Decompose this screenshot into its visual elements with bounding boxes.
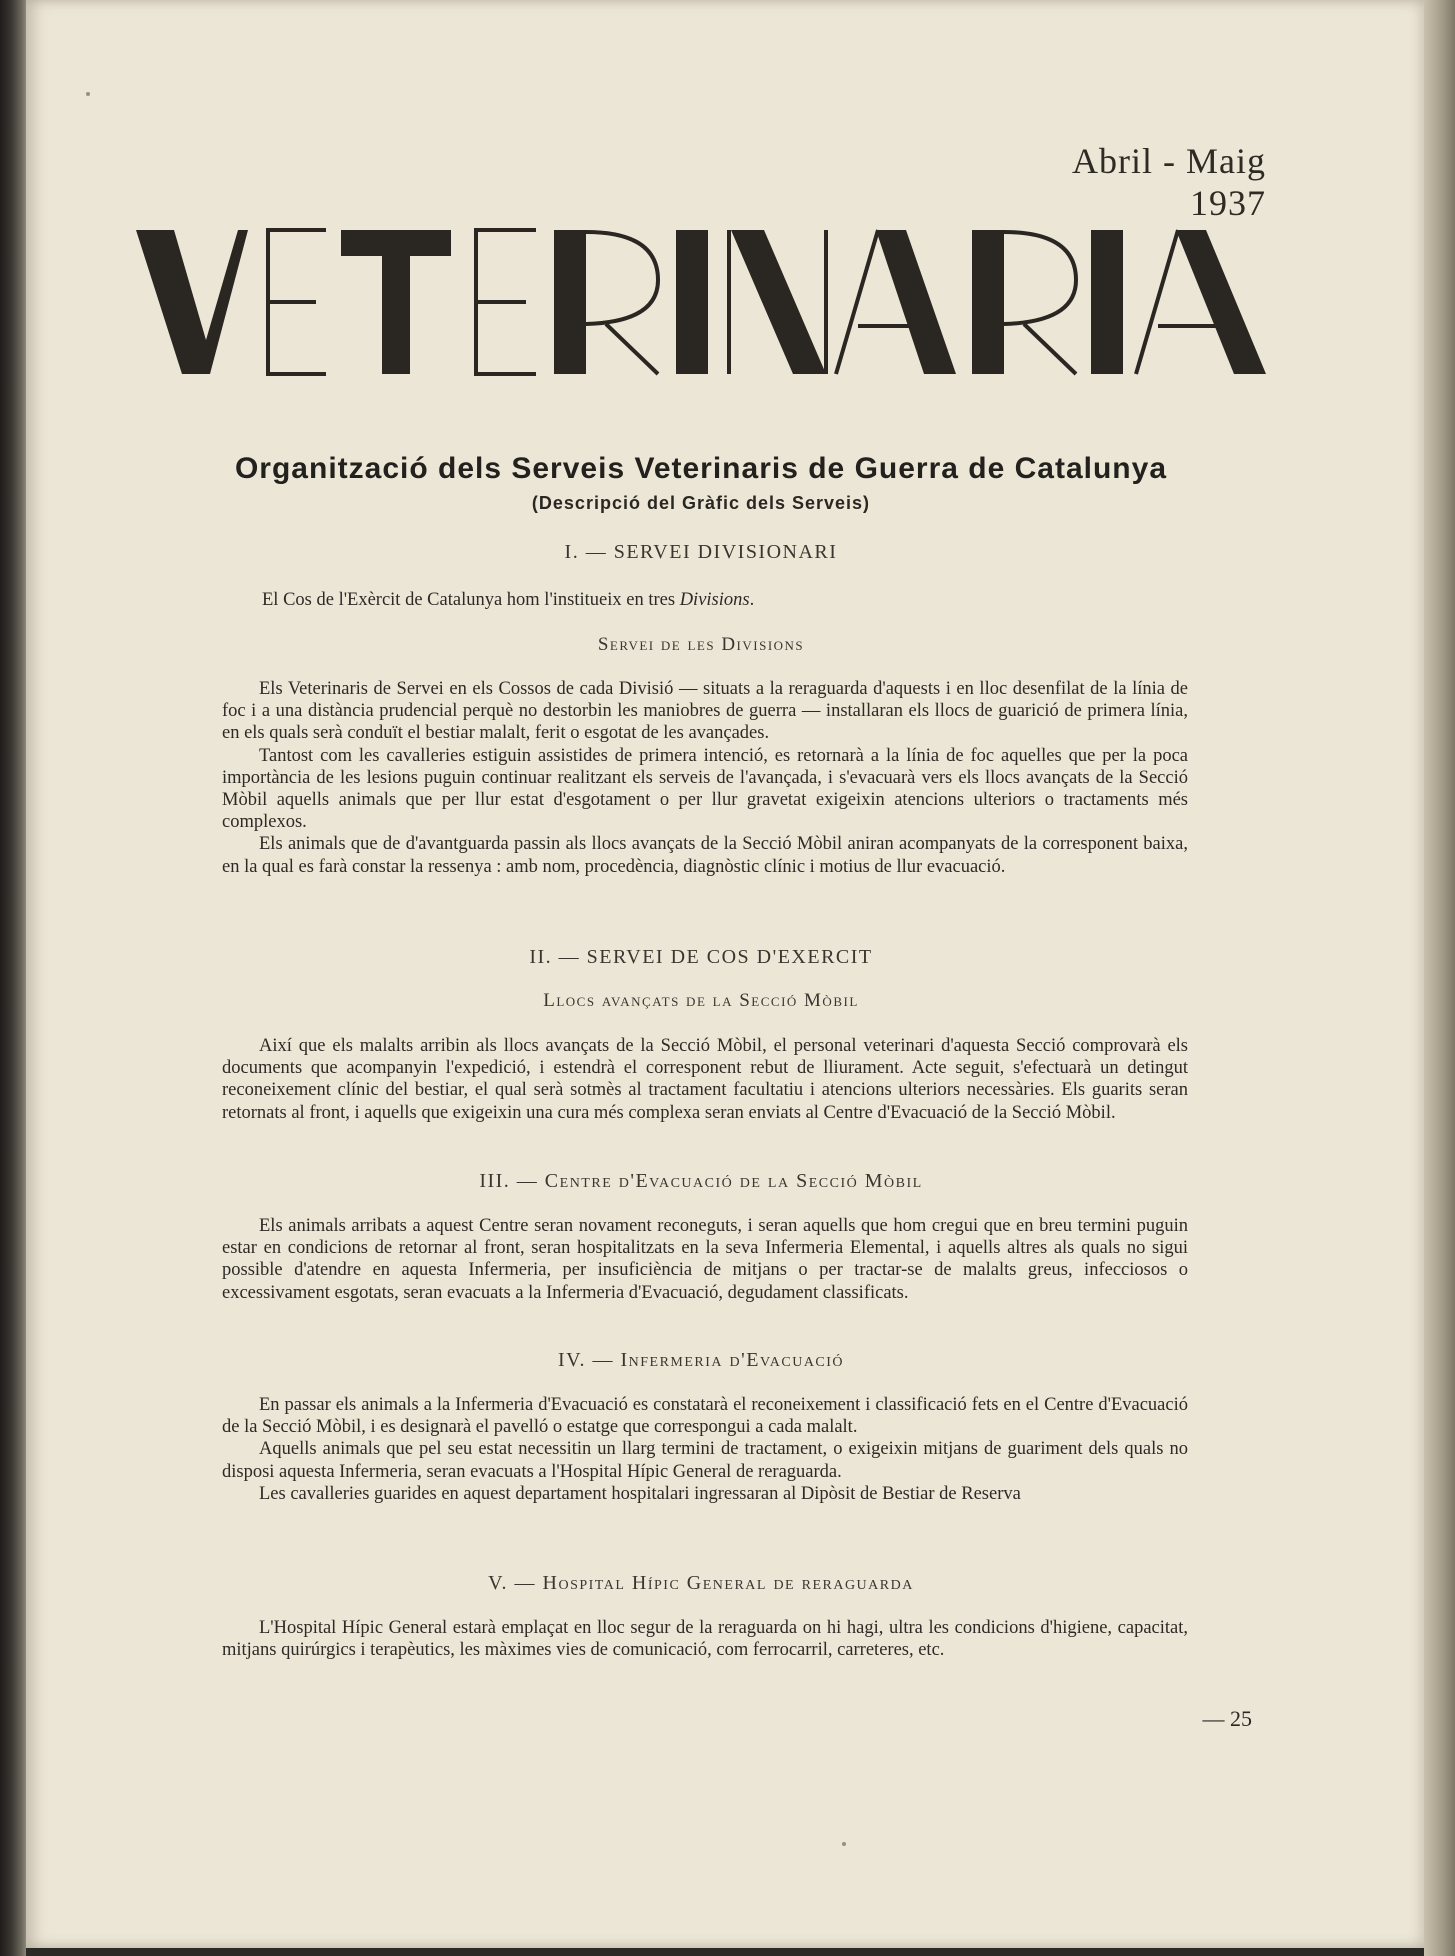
masthead-logo xyxy=(136,222,1276,382)
section-3-body xyxy=(222,1215,1188,1304)
section-2-subheading: Llocs avançats de la Secció Mòbil xyxy=(543,990,859,1011)
magazine-page xyxy=(26,0,1424,1948)
section-4-paragraph-2: Aquells animals que pel seu estat necessitin un llarg termini de tractament, o exigeixin mitjans de guariment dels quals no disposi aquesta Infermeria, seran evacuats a l'Hospital Hípic General de reraguarda. xyxy=(222,1439,1188,1482)
section-4-paragraph-3: Les cavalleries guarides en aquest departament hospitalari ingressaran al Dipòsit de Bestiar de Reserva xyxy=(259,1483,1021,1504)
section-5-heading: V. — Hospital Hípic General de reraguarda xyxy=(488,1572,914,1594)
section-5-body xyxy=(222,1617,1188,1661)
section-1-paragraph-1: Els Veterinaris de Servei en els Cossos de cada Divisió — situats a la reraguarda d'aquests i en lloc desenfilat de la línia de foc i a una distància prudencial perquè no destorbin les maniobres de guerra — installaran els llocs de guarició de primera línia, en els quals serà conduït el bestiar malalt, ferit o esgotat de les avançades. xyxy=(222,679,1188,744)
page-number: — 25 xyxy=(1202,1706,1252,1731)
paper-speck xyxy=(842,1842,846,1846)
scan-binding-edge xyxy=(0,0,26,1956)
intro-text: El Cos de l'Exèrcit de Catalunya hom l'institueix en tres xyxy=(262,590,680,610)
section-1-body xyxy=(222,678,1188,878)
section-4-body xyxy=(222,1394,1188,1505)
article-title: Organització dels Serveis Veterinaris de Guerra de Catalunya xyxy=(234,452,1168,485)
scan-right-edge xyxy=(1424,0,1455,1956)
masthead-text: VETERINARIA xyxy=(136,222,143,223)
section-4-heading: IV. — Infermeria d'Evacuació xyxy=(557,1349,845,1371)
paper-speck xyxy=(86,92,90,96)
section-1-paragraph-2: Tantost com les cavalleries estiguin assistides de primera intenció, es retornarà a la línia de foc aquelles que per la poca importància de les lesions puguin continuar realitzant els serveis de l'avançada, i s'evacuarà vers els llocs avançats de la Secció Mòbil aquells animals que per llur estat d'esgotament o per llur gravetat exigeixin atencions ulteriors o tractaments més complexos. xyxy=(222,745,1188,833)
intro-end: . xyxy=(749,590,755,610)
section-1-subheading: Servei de les Divisions xyxy=(597,634,805,655)
intro-italic: Divisions xyxy=(679,590,750,610)
article-subtitle: (Descripció del Gràfic dels Serveis) xyxy=(531,493,871,513)
section-2-body xyxy=(222,1035,1188,1124)
section-2-heading: II. — SERVEI DE COS D'EXERCIT xyxy=(529,946,873,968)
section-4-paragraph-1: En passar els animals a la Infermeria d'Evacuació es constatarà el reconeixement i classificació fets en el Centre d'Evacuació de la Secció Mòbil, i es designarà el pavelló o estatge que correspongui a cada malalt. xyxy=(222,1395,1188,1438)
section-2-paragraph-1: Així que els malalts arribin als llocs avançats de la Secció Mòbil, el personal veterinari d'aquesta Secció comprovarà els documents que acompanyin l'expedició, i estendrà el corresponent rebut de lliurament. Acte seguit, s'efectuarà un detingut reconeixement clínic del bestiar, el qual serà sotmès al tractament facultatiu i atencions ulteriors necessàries. Els guarits seran retornats al front, i aquells que exigeixin una cura més complexa seran enviats al Centre d'Evacuació de la Secció Mòbil. xyxy=(222,1036,1188,1123)
section-5-paragraph-1: L'Hospital Hípic General estarà emplaçat en lloc segur de la reraguarda on hi hagi, ultra les condicions d'higiene, capacitat, mitjans quirúrgics i terapèutics, les màximes vies de comunicació, com ferrocarril, carreteres, etc. xyxy=(222,1618,1188,1661)
issue-date: Abril - Maig 1937 xyxy=(1072,141,1266,223)
section-1-paragraph-3: Els animals que de d'avantguarda passin als llocs avançats de la Secció Mòbil aniran acompanyats de la corresponent baixa, en la qual es farà constar la ressenya : amb nom, procedència, diagnòstic clínic i motius de llur evacuació. xyxy=(222,834,1188,877)
section-3-paragraph-1: Els animals arribats a aquest Centre seran novament reconeguts, i seran aquells que hom cregui que en breu termini puguin estar en condicions de retornar al front, seran hospitalitzats en la seva Infermeria Elemental, i aquells altres als quals no sigui possible d'atendre en aquesta Infermeria, per insuficiència de mitjans o per tractar-se de malalts greus, infecciosos o excessivament esgotats, seran evacuats a la Infermeria d'Evacuació, degudament classificats. xyxy=(222,1216,1188,1303)
section-1-heading: I. — SERVEI DIVISIONARI xyxy=(564,541,838,563)
section-3-heading: III. — Centre d'Evacuació de la Secció Mòbil xyxy=(479,1170,923,1192)
section-1-intro xyxy=(222,589,1188,611)
